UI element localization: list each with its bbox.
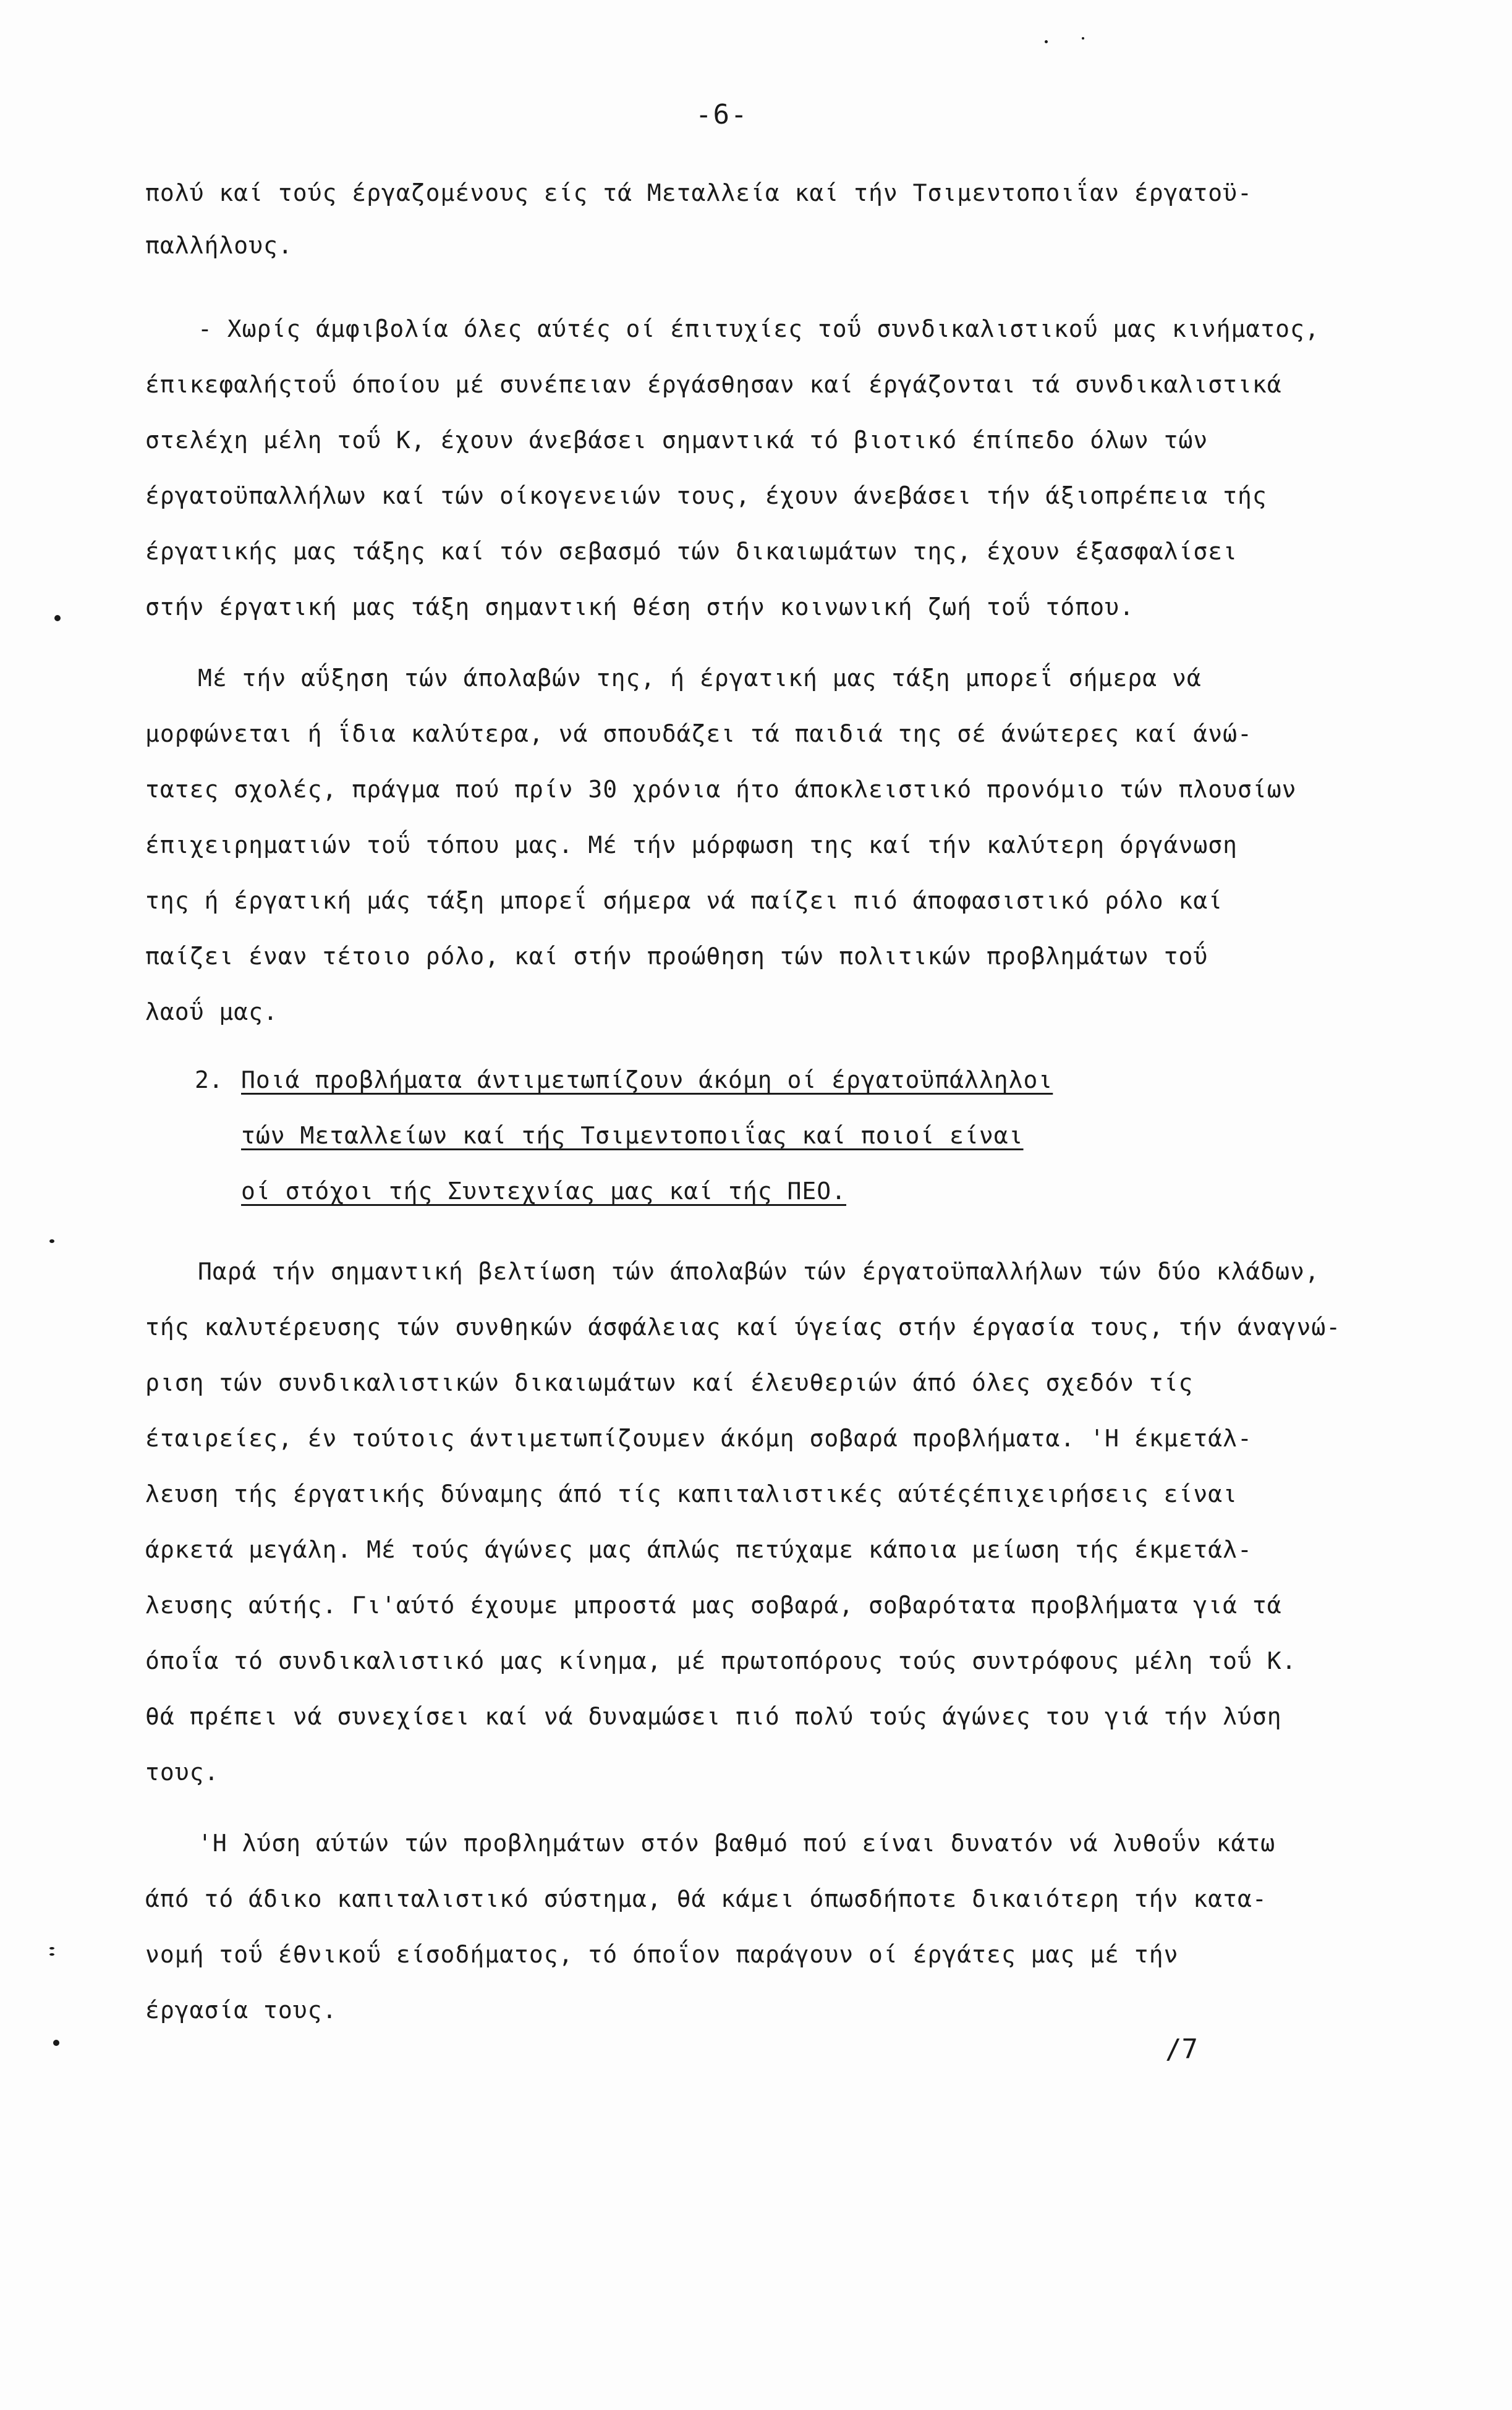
text-line: έπικεφαλήςτοΰ όποίου μέ συνέπειαν έργάσθησαν καί έργάζονται τά συνδικαλιστικά (145, 371, 1282, 398)
text-line: Παρά τήν σημαντική βελτίωση τών άπολαβών τών έργατοϋπαλλήλων τών δύο κλάδων, (198, 1258, 1320, 1285)
text-line: τής καλυτέρευσης τών συνθηκών άσφάλειας καί ύγείας στήν έργασία τους, τήν άναγνώ- (145, 1313, 1341, 1341)
text-line: Μέ τήν αΰξηση τών άπολαβών της, ή έργατική μας τάξη μπορεΐ σήμερα νά (198, 664, 1202, 692)
text-line: άρκετά μεγάλη. Μέ τούς άγώνες μας άπλώς πετύχαμε κάποια μείωση τής έκμετάλ- (145, 1536, 1252, 1563)
margin-dot (49, 1239, 54, 1243)
text-line: τους. (145, 1759, 219, 1786)
text-line: έταιρείες, έν τούτοις άντιμετωπίζουμεν άκόμη σοβαρά προβλήματα. 'Η έκμετάλ- (145, 1425, 1252, 1452)
text-line: παλλήλους. (145, 232, 293, 259)
margin-dot (54, 615, 61, 621)
text-line: ριση τών συνδικαλιστικών δικαιωμάτων καί έλευθεριών άπό όλες σχεδόν τίς (145, 1369, 1194, 1396)
text-line: έπιχειρηματιών τοΰ τόπου μας. Μέ τήν μόρφωση της καί τήν καλύτερη όργάνωση (145, 831, 1238, 859)
text-line: έργατοϋπαλλήλων καί τών οίκογενειών τους, έχουν άνεβάσει τήν άξιοπρέπεια τής (145, 482, 1267, 509)
scan-speck (1082, 37, 1084, 40)
margin-dot (49, 1947, 54, 1950)
text-line: μορφώνεται ή ΐδια καλύτερα, νά σπουδάζει τά παιδιά της σέ άνώτερες καί άνώ- (145, 720, 1252, 747)
text-line: τατες σχολές, πράγμα πού πρίν 30 χρόνια ήτο άποκλειστικό προνόμιο τών πλουσίων (145, 776, 1297, 803)
text-line: πολύ καί τούς έργαζομένους είς τά Μεταλλεία καί τήν Τσιμεντοποιΐαν έργατοϋ- (145, 179, 1252, 206)
text-line: της ή έργατική μάς τάξη μπορεΐ σήμερα νά παίζει πιό άποφασιστικό ρόλο καί (145, 887, 1223, 914)
section-heading-line: οί στόχοι τής Συντεχνίας μας καί τής ΠΕΟ. (241, 1177, 846, 1205)
section-number: 2. (195, 1066, 223, 1093)
text-line: έργασία τους. (145, 1996, 338, 2024)
margin-dot (53, 2040, 59, 2046)
continuation-marker: /7 (1165, 2034, 1198, 2065)
text-line: παίζει έναν τέτοιο ρόλο, καί στήν προώθηση τών πολιτικών προβλημάτων τοΰ (145, 943, 1208, 970)
text-line: λευση τής έργατικής δύναμης άπό τίς καπιταλιστικές αύτέςέπιχειρήσεις είναι (145, 1480, 1238, 1508)
text-line: όποΐα τό συνδικαλιστικό μας κίνημα, μέ πρωτοπόρους τούς συντρόφους μέλη τοΰ Κ. (145, 1647, 1297, 1674)
text-line: άπό τό άδικο καπιταλιστικό σύστημα, θά κάμει όπωσδήποτε δικαιότερη τήν κατα- (145, 1885, 1267, 1912)
text-line: στήν έργατική μας τάξη σημαντική θέση στήν κοινωνική ζωή τοΰ τόπου. (145, 593, 1134, 621)
margin-dot (49, 1953, 54, 1956)
section-heading-line: Ποιά προβλήματα άντιμετωπίζουν άκόμη οί έργατοϋπάλληλοι (241, 1066, 1053, 1093)
text-line: έργατικής μας τάξης καί τόν σεβασμό τών δικαιωμάτων της, έχουν έξασφαλίσει (145, 538, 1238, 565)
text-line: λαοΰ μας. (145, 998, 278, 1025)
text-line: στελέχη μέλη τοΰ Κ, έχουν άνεβάσει σημαντικά τό βιοτικό έπίπεδο όλων τών (145, 426, 1208, 454)
page-number: -6- (695, 99, 749, 130)
text-line: νομή τοΰ έθνικοΰ είσοδήματος, τό όποΐον παράγουν οί έργάτες μας μέ τήν (145, 1941, 1179, 1968)
scan-speck (1045, 40, 1048, 43)
text-line: θά πρέπει νά συνεχίσει καί νά δυναμώσει πιό πολύ τούς άγώνες του γιά τήν λύση (145, 1703, 1282, 1730)
section-heading-line: τών Μεταλλείων καί τής Τσιμεντοποιΐας καί ποιοί είναι (241, 1122, 1024, 1149)
text-line: 'Η λύση αύτών τών προβλημάτων στόν βαθμό πού είναι δυνατόν νά λυθοΰν κάτω (198, 1830, 1276, 1857)
text-line: λευσης αύτής. Γι'αύτό έχουμε μπροστά μας σοβαρά, σοβαρότατα προβλήματα γιά τά (145, 1592, 1282, 1619)
text-line: - Χωρίς άμφιβολία όλες αύτές οί έπιτυχίες τοΰ συνδικαλιστικοΰ μας κινήματος, (198, 315, 1320, 342)
